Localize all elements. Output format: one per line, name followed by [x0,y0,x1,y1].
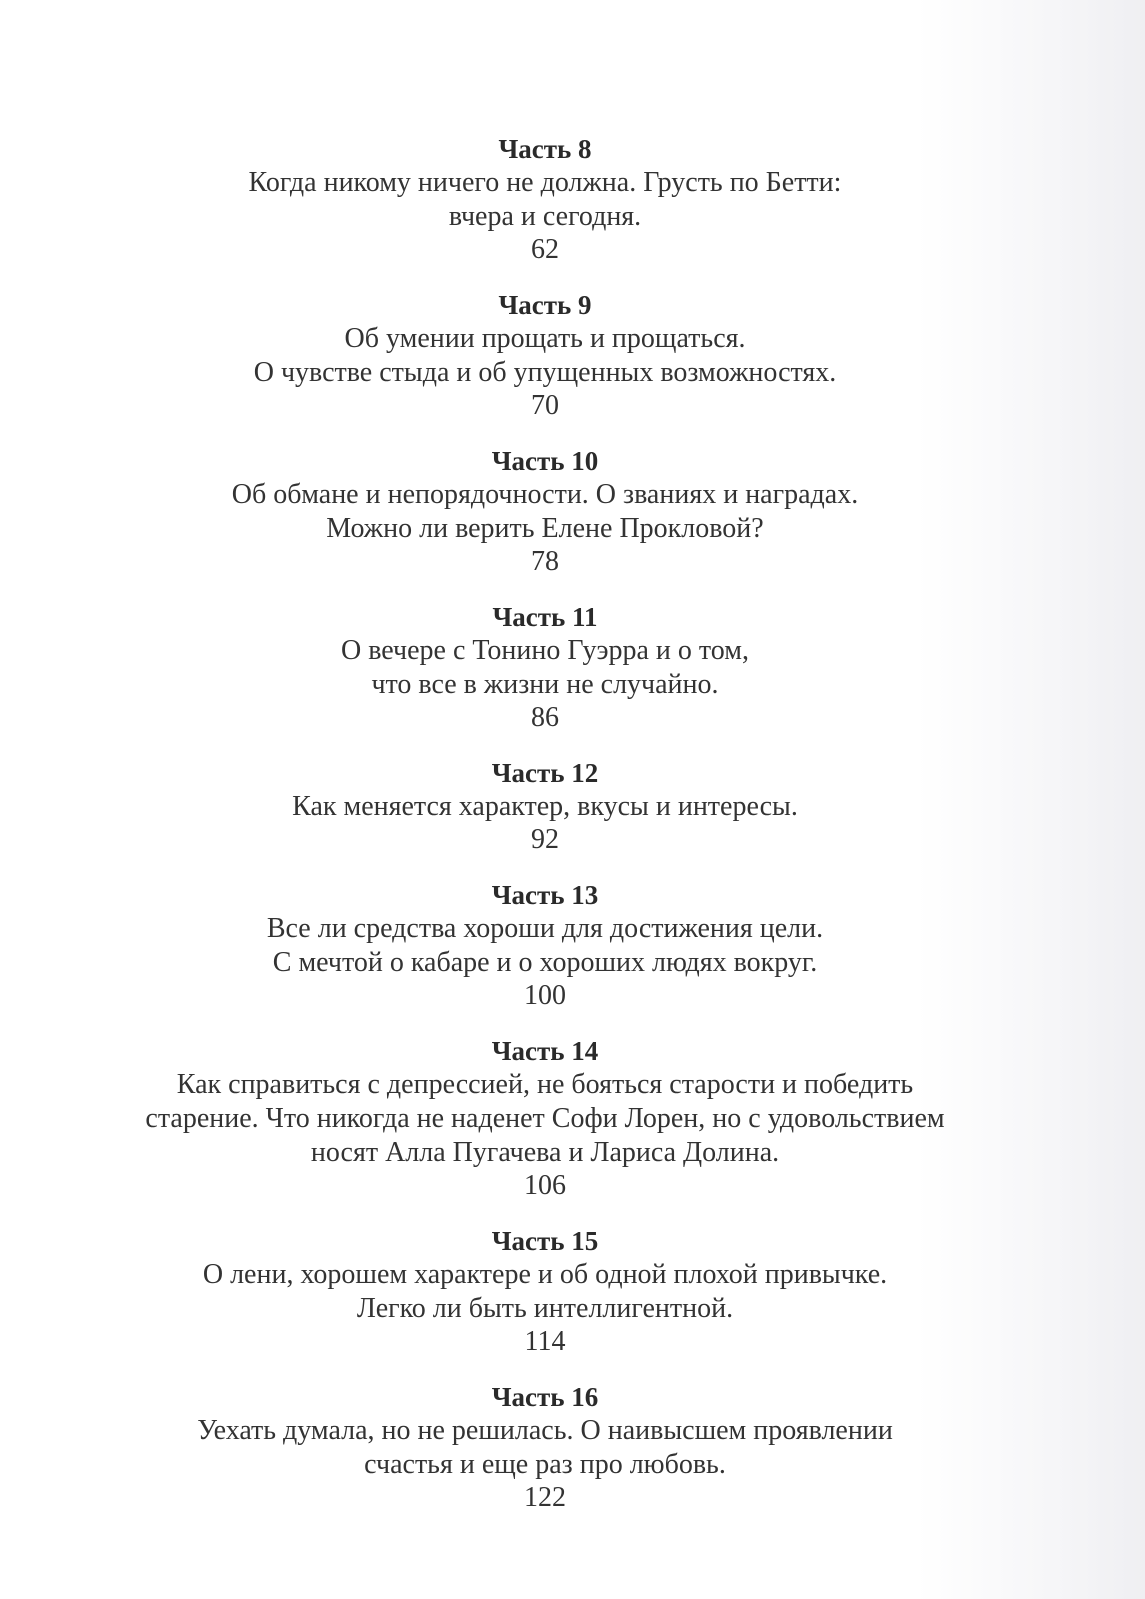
toc-entry-line: О вечере с Тонино Гуэрра и о том, [341,635,749,666]
toc-entry-title: Часть 15 [491,1226,599,1256]
toc-entry-line: что все в жизни не случайно. [371,669,719,700]
toc-entry [0,1224,1090,1358]
toc-entry-description [0,912,1090,980]
toc-entry-line: Уехать думала, но не решилась. О наивысшем проявлении [197,1415,893,1446]
toc-entry-line: О лени, хорошем характере и об одной плохой привычке. [202,1259,888,1290]
toc-entry-title: Часть 9 [498,290,592,320]
toc-entry-page-number: 106 [524,1170,566,1201]
toc-entry [0,132,1090,266]
toc-entry-title: Часть 16 [491,1382,599,1412]
toc-entry-description [0,790,1090,824]
toc-entry-line: Об умении прощать и прощаться. [344,323,746,354]
toc-entry-description [0,1414,1090,1482]
toc-entry-title: Часть 8 [498,134,592,164]
toc-entry-page-number: 122 [524,1482,566,1513]
toc-entry-line: Когда никому ничего не должна. Грусть по Бетти: [248,167,842,198]
toc-entry [0,878,1090,1012]
toc-entry-line: старение. Что никогда не наденет Софи Лорен, но с удовольствием [145,1103,945,1134]
toc-entry-page-number: 92 [531,824,559,855]
toc-entry-line: Как справиться с депрессией, не бояться старости и победить [176,1069,914,1100]
table-of-contents [0,132,1090,1536]
toc-entry-line: С мечтой о кабаре и о хороших людях вокруг. [272,947,818,978]
toc-entry-title: Часть 14 [491,1036,599,1066]
toc-entry-title: Часть 12 [491,758,599,788]
toc-entry-title: Часть 10 [491,446,599,476]
toc-entry-page-number: 114 [524,1326,566,1357]
toc-entry-description [0,166,1090,234]
toc-entry-description [0,634,1090,702]
toc-entry-line: Об обмане и непорядочности. О званиях и наградах. [231,479,859,510]
toc-entry [0,288,1090,422]
toc-entry-title: Часть 11 [492,602,598,632]
toc-entry-description [0,1258,1090,1326]
toc-entry-line: Легко ли быть интеллигентной. [356,1293,734,1324]
toc-entry-title: Часть 13 [491,880,599,910]
toc-entry-line: Можно ли верить Елене Прокловой? [326,513,764,544]
toc-entry-page-number: 70 [531,390,559,421]
toc-entry-page-number: 62 [531,234,559,265]
toc-entry [0,600,1090,734]
toc-entry-description [0,322,1090,390]
toc-entry-line: Все ли средства хороши для достижения цели. [266,913,824,944]
toc-entry-description [0,1068,1090,1170]
toc-entry-page-number: 100 [524,980,566,1011]
toc-entry [0,444,1090,578]
toc-entry-page-number: 78 [531,546,559,577]
toc-entry [0,1034,1090,1202]
toc-entry-line: Как меняется характер, вкусы и интересы. [292,791,798,822]
toc-entry [0,756,1090,856]
toc-entry-description [0,478,1090,546]
toc-entry-page-number: 86 [531,702,559,733]
toc-entry-line: вчера и сегодня. [448,201,642,232]
toc-entry [0,1380,1090,1514]
toc-entry-line: счастья и еще раз про любовь. [364,1449,726,1480]
toc-entry-line: О чувстве стыда и об упущенных возможностях. [253,357,837,388]
toc-entry-line: носят Алла Пугачева и Лариса Долина. [310,1137,780,1168]
